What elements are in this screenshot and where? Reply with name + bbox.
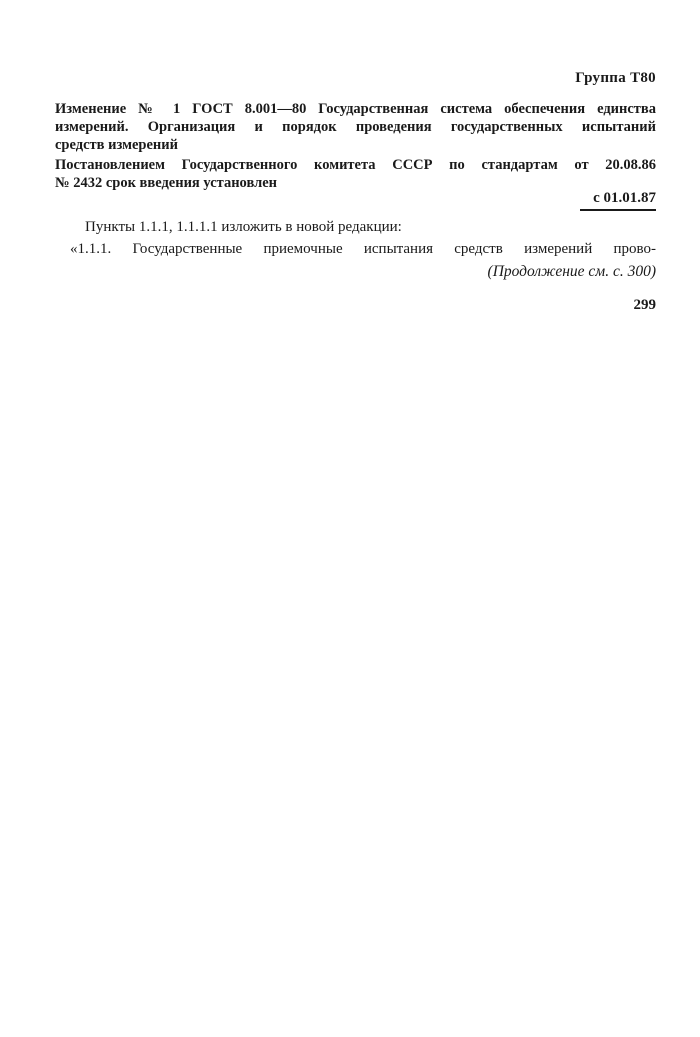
page-number: 299 <box>633 297 656 313</box>
body-paragraph-2: «1.1.1. Государственные приемочные испытания средств измерений прово- <box>70 241 656 257</box>
effective-date-underline <box>580 209 656 211</box>
decree-statement <box>55 156 656 192</box>
change-notice-line-2: измерений. Организация и порядок проведения государственных испытаний <box>55 119 656 135</box>
effective-date: с 01.01.87 <box>593 190 656 206</box>
group-code: Группа Т80 <box>575 70 656 86</box>
change-notice-line-3: средств измерений <box>55 137 178 153</box>
continuation-note: (Продолжение см. с. 300) <box>487 263 656 280</box>
change-notice <box>55 100 656 154</box>
decree-line-2: № 2432 срок введения установлен <box>55 175 278 191</box>
body-paragraph-1: Пункты 1.1.1, 1.1.1.1 изложить в новой редакции: <box>85 219 402 235</box>
decree-line-1: Постановлением Государственного комитета СССР по стандартам от 20.08.86 <box>55 157 656 173</box>
change-notice-line-1: Изменение № 1 ГОСТ 8.001—80 Государственная система обеспечения единства <box>55 101 656 117</box>
